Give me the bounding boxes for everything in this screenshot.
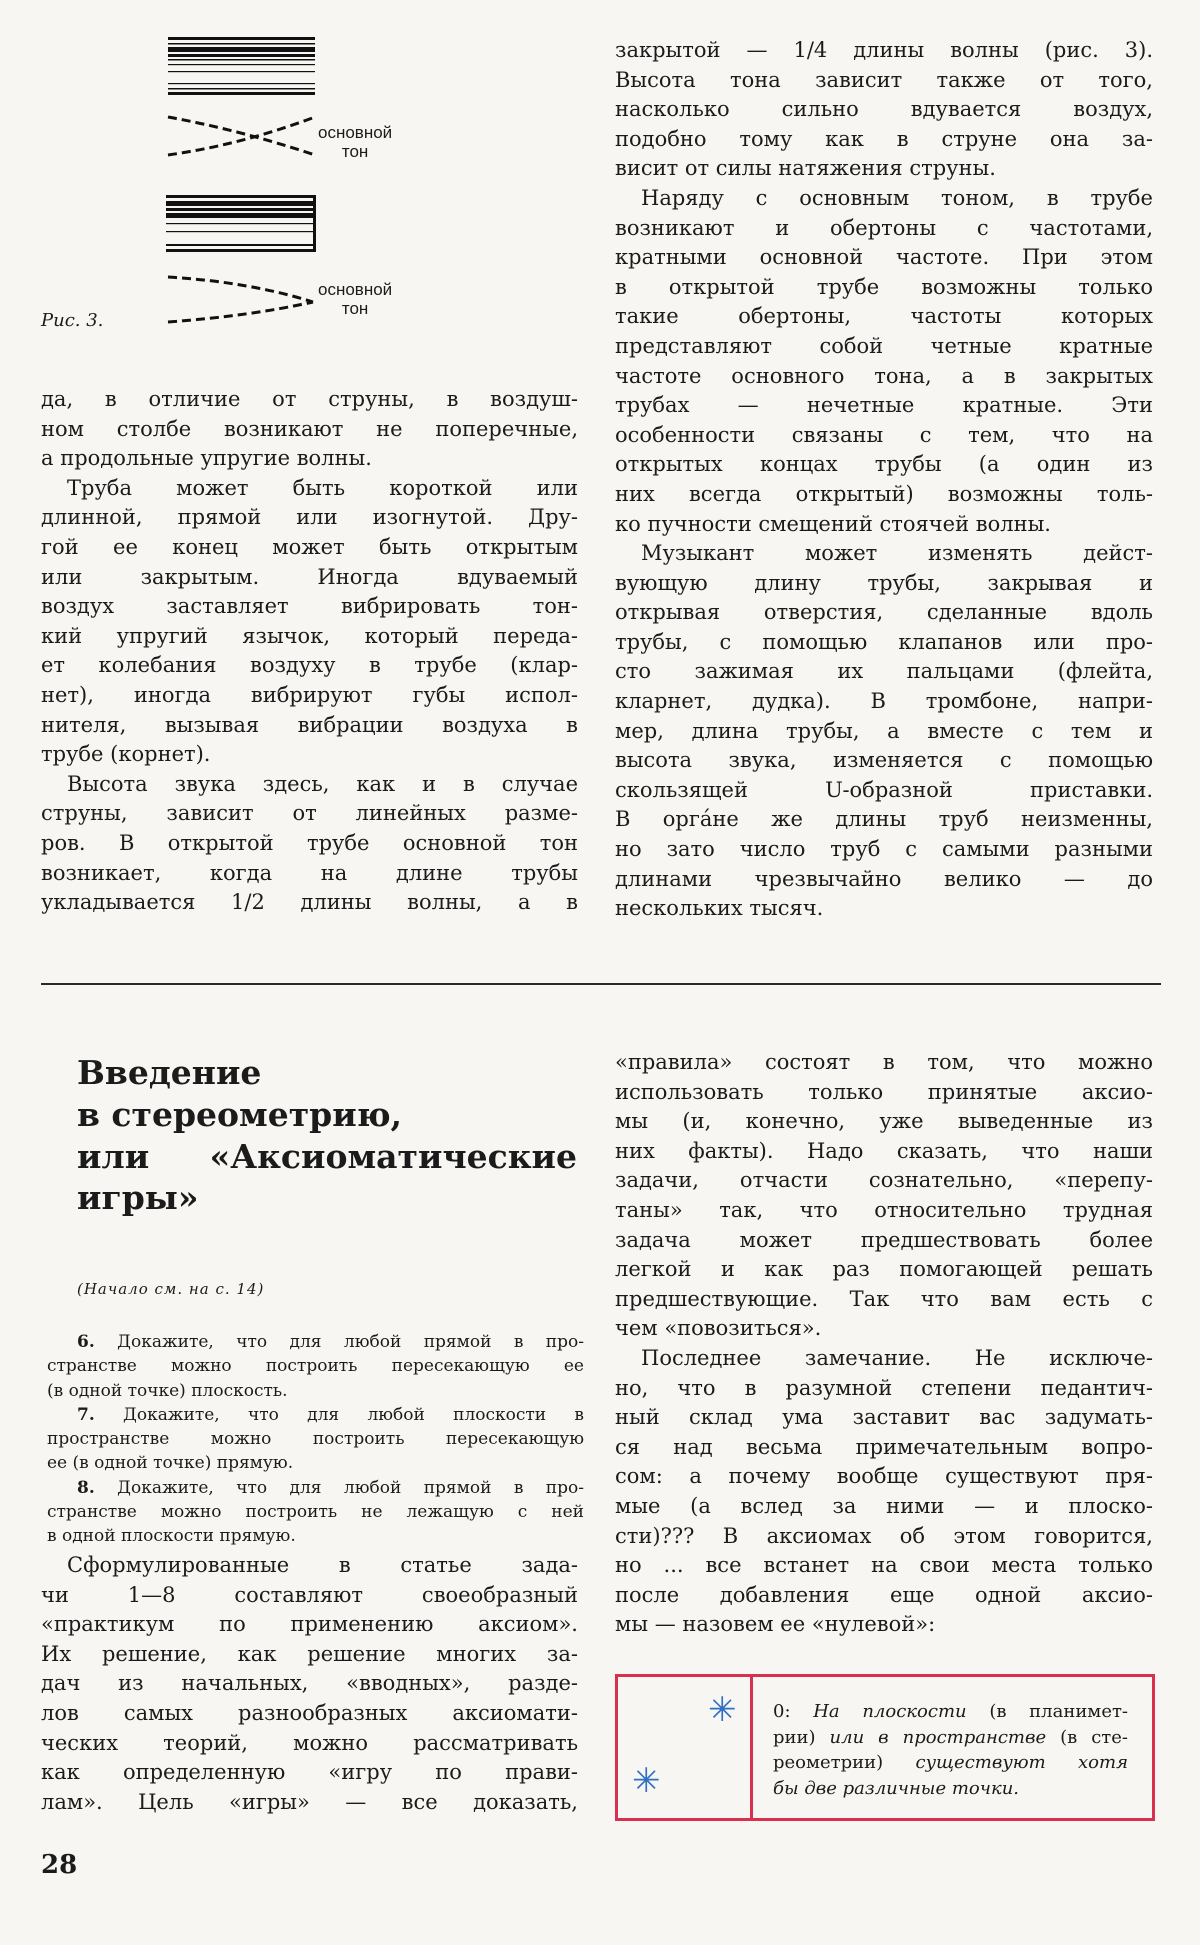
axiom-line [773,1725,1128,1751]
text-line: сто зажимая их пальцами (флейта, [615,659,1153,684]
axiom-line [773,1776,1128,1802]
text-line: особенности связаны с тем, что на [615,422,1153,447]
text-line: дач из начальных, «вводных», разде- [41,1671,578,1696]
text-line: мые (а вслед за ними — и плоско- [615,1493,1153,1518]
text-line: но ... все встанет на свои места только [615,1553,1153,1578]
text-line: открывая отверстия, сделанные вдоль [615,600,1153,625]
text-line: задача может предшествовать более [615,1227,1153,1252]
text-line: ный склад ума заставит вас задумать- [615,1405,1153,1430]
axiom-segment: рии) [773,1726,830,1748]
problem-number: 7. [77,1404,95,1425]
text-line: в открытой трубе возможны только [615,274,1153,299]
problem-line: странстве можно построить не лежащую с ней [47,1502,584,1523]
closed-pipe-wave [168,277,313,322]
axiom-number: 0: [773,1701,791,1722]
text-line: возникают и обертоны с частотами, [615,215,1153,240]
article-title [77,1052,577,1219]
text-line: высота звука, изменяется с помощью [615,748,1153,773]
label-line: тон [341,142,369,161]
figure-pipes [150,20,330,330]
text-line: трубах — нечетные кратные. Эти [615,393,1153,418]
text-line: сом: а почему вообще существуют пря- [615,1464,1153,1489]
problem-number: 8. [77,1477,95,1498]
text-line: кий упругий язычок, который переда- [41,623,578,648]
text-line: задачи, отчасти сознательно, «перепу- [615,1168,1153,1193]
text-line: Их решение, как решение многих за- [41,1641,578,1666]
problem-text: Докажите, что для любой плоскости в [123,1404,584,1425]
text-line: сти)??? В аксиомах об этом говорится, [615,1523,1153,1548]
text-line: длинами чрезвычайно велико — до [615,866,1153,891]
text-line: кларнет, дудка). В тромбоне, напри- [615,689,1153,714]
problem-line [47,1476,584,1500]
problem-line: в одной плоскости прямую. [47,1526,296,1547]
text-line: них факты). Надо сказать, что наши [615,1138,1153,1163]
problem-line [47,1403,584,1427]
problem-text: Докажите, что для любой прямой в про- [117,1477,584,1498]
text-line: Последнее замечание. Не исключе- [641,1345,1153,1370]
text-line: воздух заставляет вибрировать тон- [41,594,578,619]
axiom-text [773,1699,1128,1801]
text-line: или закрытым. Иногда вдуваемый [41,564,578,589]
problem-line: (в одной точке) плоскость. [47,1380,288,1401]
text-line: чи 1—8 составляют своеобразный [41,1582,578,1607]
text-line: возникает, когда на длине трубы [41,860,578,885]
text-line: частоте основного тона, а в закрытых [615,363,1153,388]
left-column-bottom [41,1551,578,1817]
text-line: закрытой — 1/4 длины волны (рис. 3). [615,38,1153,62]
left-column-top [41,385,578,918]
text-line: кратными основной частоте. При этом [615,245,1153,270]
axiom-segment: реометрии) [773,1752,916,1773]
problem-line: странстве можно построить пересекающую ее [47,1356,584,1377]
text-line: Высота тона зависит также от того, [615,67,1153,92]
problem-list [47,1330,584,1549]
text-line: вующую длину трубы, закрывая и [615,570,1153,595]
text-line: гой ее конец может быть открытым [41,534,578,559]
text-line: укладывается 1/2 длины волны, а в [41,890,578,915]
label-line: тон [341,299,369,318]
axiom-line [773,1750,1128,1776]
text-line: предшествующие. Так что вам есть с [615,1286,1153,1311]
text-line: струны, зависит от линейных разме- [41,801,578,826]
text-line: висит от силы натяжения струны. [615,156,996,181]
section-divider [41,983,1161,985]
problem-line [47,1330,584,1354]
problem-line: пространстве можно построить пересекающую [47,1429,584,1450]
axiom-box [615,1674,1155,1821]
text-line: «практикум по применению аксиом». [41,1612,578,1637]
text-line: ном столбе возникают не поперечные, [41,416,578,441]
text-line: подобно тому как в струне она за- [615,126,1153,151]
problem-line: ее (в одной точке) прямую. [47,1453,294,1474]
text-line: скользящей U-образной приставки. [615,777,1153,802]
text-line: ет колебания воздуху в трубе (клар- [41,653,578,678]
text-line: таны» так, что относительно трудная [615,1197,1153,1222]
text-line: открытых концах трубы (а один из [615,452,1153,477]
continuation-note: (Начало см. на с. 14) [77,1280,265,1298]
label-line: основной [318,123,393,142]
axiom-segment: (в планимет- [966,1701,1129,1722]
right-column-bottom [615,1048,1153,1640]
text-line: них всегда открытый) возможны толь- [615,481,1153,506]
text-line: мы — назовем ее «нулевой»: [615,1612,936,1637]
text-line: чем «повозиться». [615,1316,822,1341]
title-line: Введение [77,1053,262,1092]
problem-number: 6. [77,1332,95,1352]
text-line: ся над весьма примечательным вопро- [615,1434,1153,1459]
asterisk-point-icon: ✳ [708,1690,737,1730]
title-line: в стереометрию, [77,1094,403,1134]
text-line: ческих теорий, можно рассматривать [41,1730,578,1755]
axiom-segment: (в сте- [1046,1726,1129,1748]
text-line: лов самых разнообразных аксиомати- [41,1700,578,1725]
open-pipe-wave [168,117,315,155]
text-line: «правила» состоят в том, что можно [615,1050,1153,1074]
text-line: легкой и как раз помогающей решать [615,1257,1153,1282]
open-pipe-icon [168,37,315,95]
text-line: представляют собой четные кратные [615,333,1153,358]
axiom-segment: существуют хотя [915,1752,1129,1773]
title-line: или «Аксиоматические [77,1136,577,1176]
text-line: такие обертоны, частоты которых [615,304,1153,329]
problem-text: Докажите, что для любой прямой в про- [117,1332,584,1352]
text-line: Сформулированные в статье зада- [67,1553,578,1577]
text-line: а продольные упругие волны. [41,446,372,471]
text-line: трубы, с помощью клапанов или про- [615,629,1153,654]
axiom-segment: или в пространстве [829,1726,1047,1748]
text-line: Труба может быть короткой или [67,475,578,500]
text-line: мы (и, конечно, уже выведенные из [615,1109,1153,1134]
text-line: насколько сильно вдувается воздух, [615,97,1153,122]
text-line: ко пучности смещений стоячей волны. [615,511,1051,536]
right-column-top [615,36,1153,924]
text-line: нет), иногда вибрируют губы испол- [41,682,578,707]
label-line: основной [318,280,393,299]
text-line: лам». Цель «игры» — все доказать, [41,1789,578,1814]
axiom-box-divider [750,1677,753,1818]
figure-label-open [318,123,392,161]
axiom-line [773,1699,1128,1725]
text-line: мер, длина трубы, а вместе с тем и [615,718,1153,743]
closed-pipe-icon [166,195,316,252]
text-line: нителя, вызывая вибрации воздуха в [41,712,578,737]
axiom-segment: На плоскости [813,1701,967,1722]
text-line: использовать только принятые аксио- [615,1079,1153,1104]
figure-label-closed [318,280,392,318]
text-line: после добавления еще одной аксио- [615,1582,1153,1607]
text-line: Музыкант может изменять дейст- [641,541,1153,566]
asterisk-point-icon: ✳ [632,1761,661,1801]
text-line: но, что в разумной степени педантич- [615,1375,1153,1400]
text-line: ров. В открытой трубе основной тон [41,830,578,855]
text-line: но зато число труб с самыми разными [615,837,1153,862]
page-number: 28 [41,1850,78,1880]
title-line: игры» [77,1178,199,1218]
axiom-segment: бы две различные точки. [773,1777,1020,1799]
text-line: да, в отличие от струны, в воздуш- [41,387,578,411]
text-line: как определенную «игру по прави- [41,1760,578,1785]
text-line: длинной, прямой или изогнутой. Дру- [41,505,578,530]
figure-caption: Рис. 3. [41,310,104,331]
text-line: В орга́не же длины труб неизменны, [615,807,1153,832]
text-line: Наряду с основным тоном, в трубе [641,185,1153,210]
text-line: трубе (корнет). [41,742,211,767]
text-line: нескольких тысяч. [615,896,824,921]
text-line: Высота звука здесь, как и в случае [67,771,578,796]
